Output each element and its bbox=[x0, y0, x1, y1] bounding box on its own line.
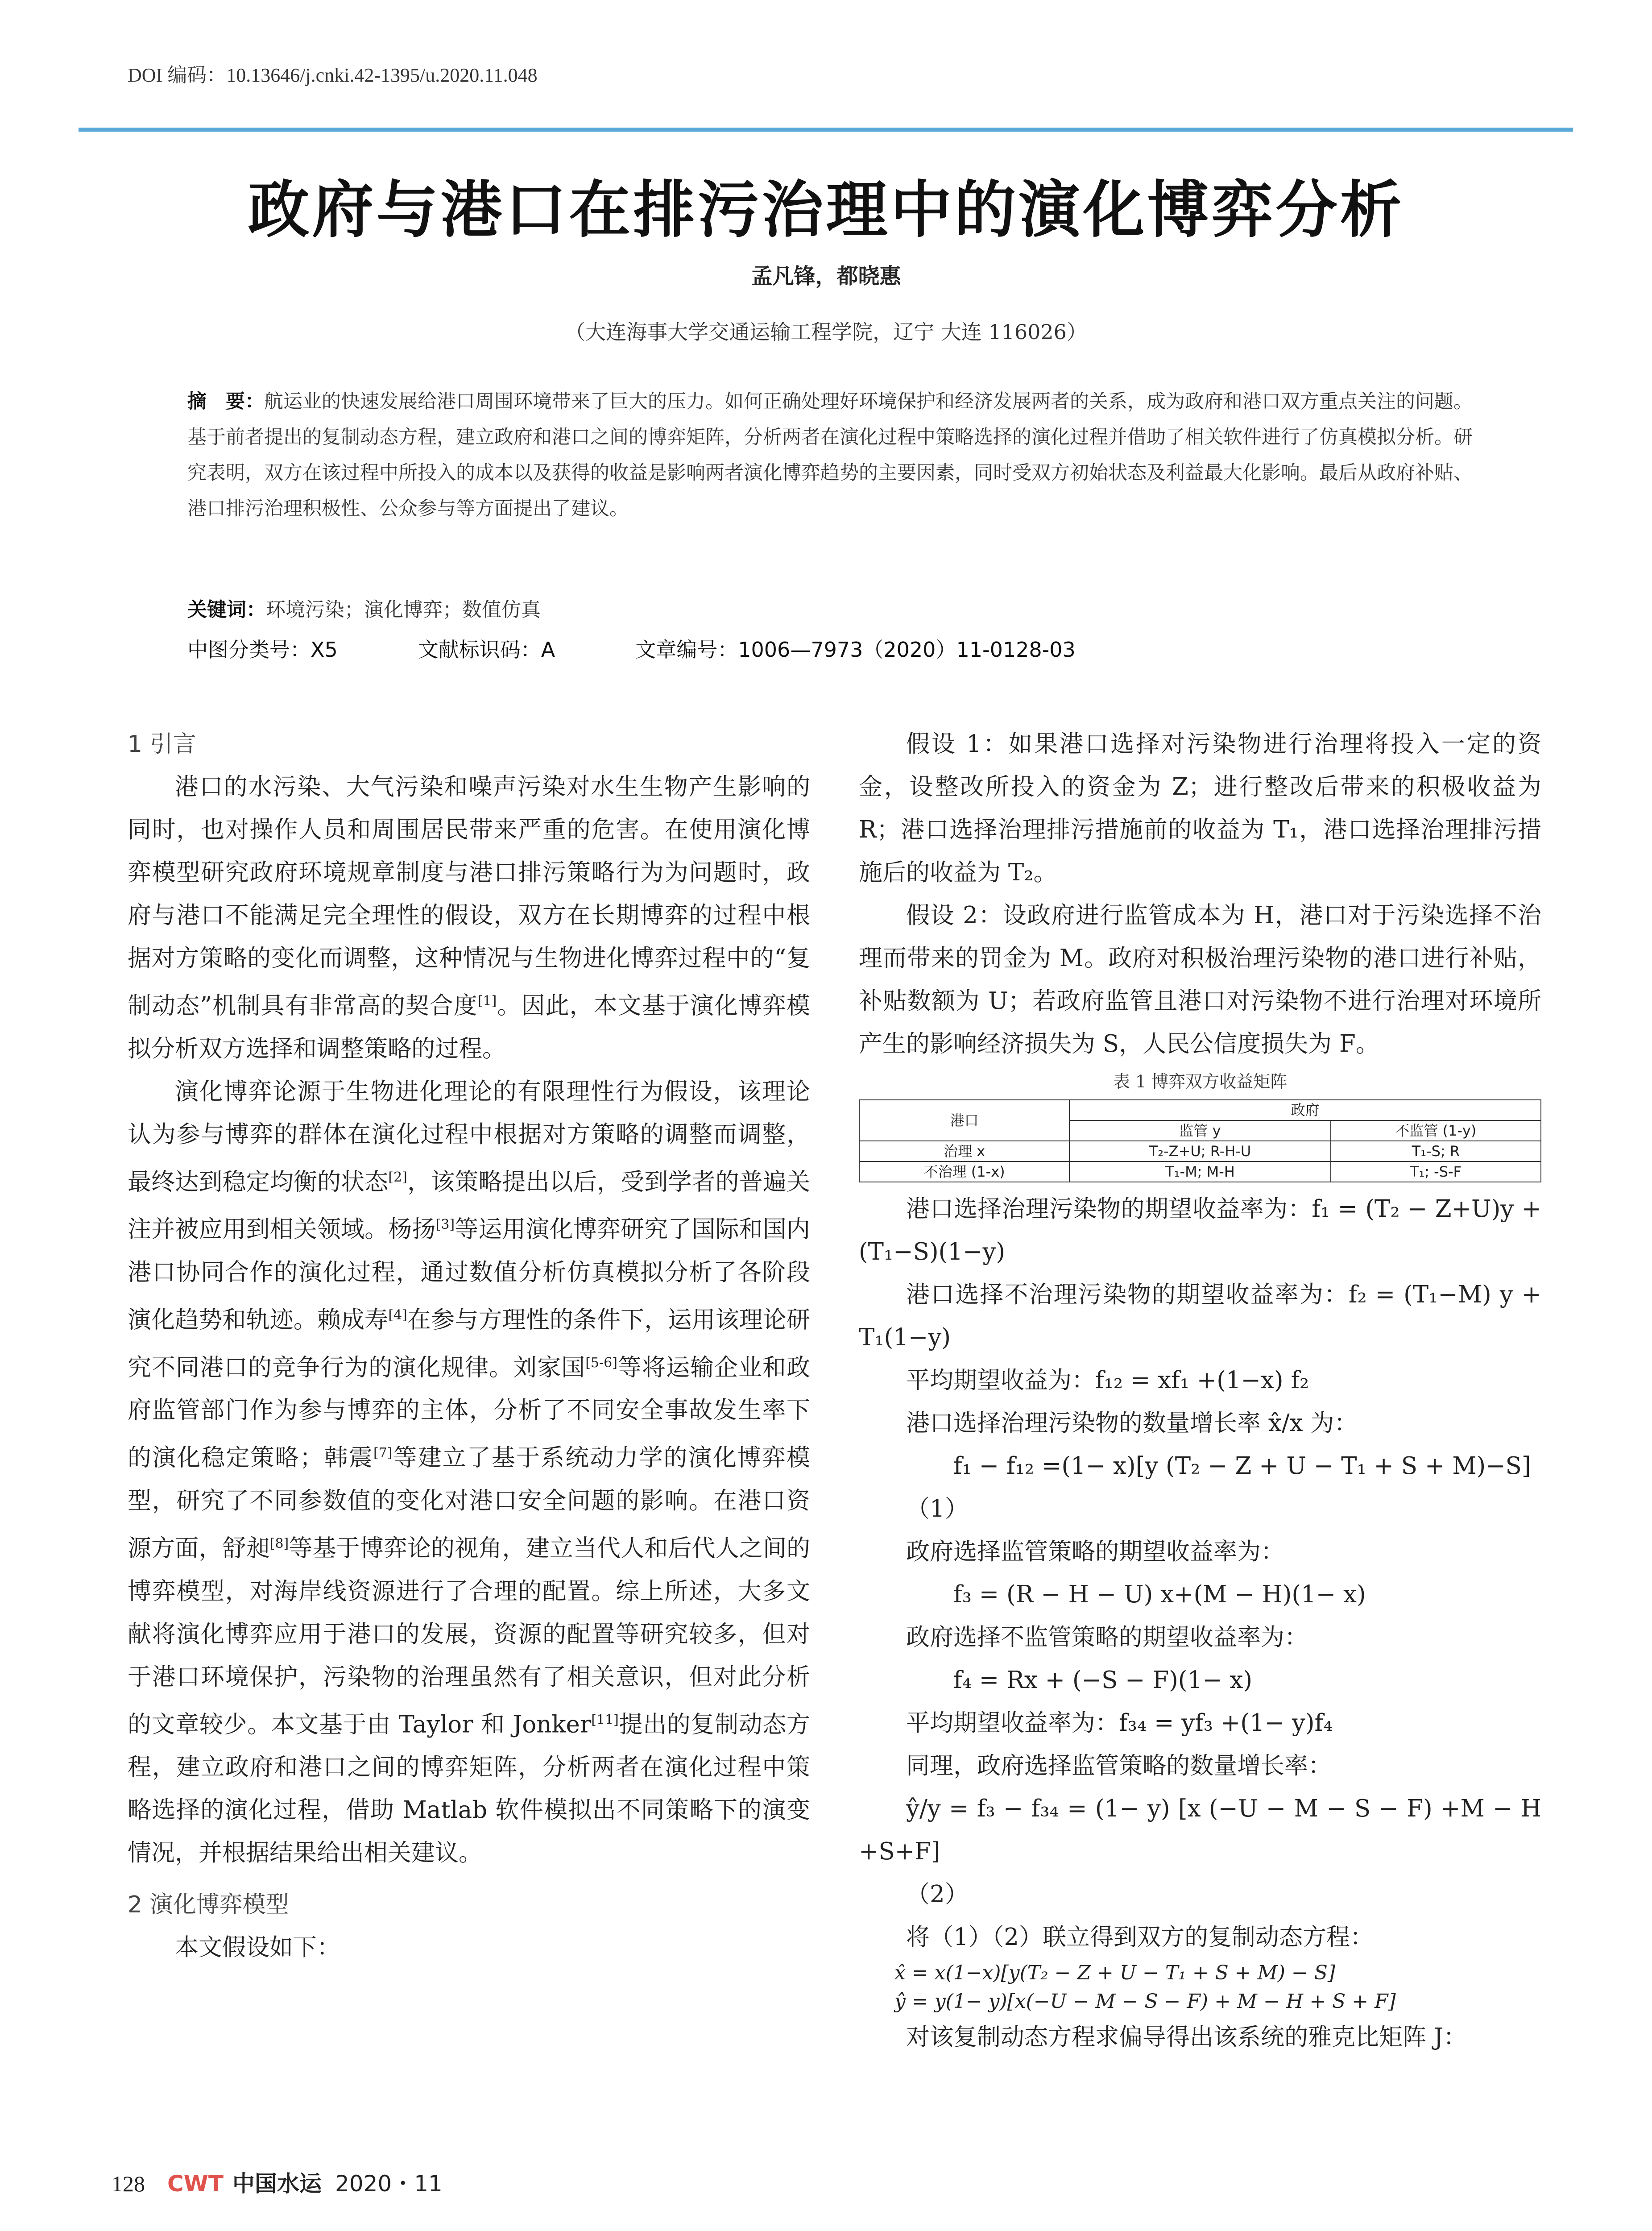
equation-text: 将（1）（2）联立得到双方的复制动态方程： bbox=[906, 1924, 1374, 1951]
right-column bbox=[859, 723, 1541, 2059]
affiliation: （大连海事大学交通运输工程学院，辽宁 大连 116026） bbox=[565, 320, 1087, 344]
table-cell: T₁-S; R bbox=[1331, 1141, 1541, 1161]
table-header-gov: 政府 bbox=[1069, 1100, 1541, 1120]
equation-2: ŷ/y = f₃ − f₃₄ = (1− y) [x (−U − M − S − F) +M − H +S+F] bbox=[859, 1795, 1541, 1865]
classification-line bbox=[187, 634, 1076, 663]
citation: [4] bbox=[388, 1307, 407, 1323]
assumption-1: 假设 1：如果港口选择对污染物进行治理将投入一定的资金，设整改所投入的资金为 Z；进行整改后带来的积极收益为 R；港口选择治理排污措施前的收益为 T₁，港口选择治理排污措施后的收益为 T₂。 bbox=[859, 730, 1541, 886]
paragraph: 港口的水污染、大气污染和噪声污染对水生生物产生影响的同时，也对操作人员和周围居民带来严重的危害。在使用演化博弈模型研究政府环境规章制度与港口排污策略行为为问题时，政府与港口不能满足完全理性的假设，双方在长期博弈的过程中根据对方策略的变化而调整，这种情况与生物进化博弈过程中的“复制动态”机制具有非常高的契合度[1]。因此，本文基于演化博弈模拟分析双方选择和调整策略的过程。 bbox=[128, 773, 810, 1062]
abstract-label: 摘 要： bbox=[187, 390, 264, 413]
keywords-label: 关键词： bbox=[187, 598, 266, 621]
table-row-govern: 治理 x bbox=[859, 1141, 1069, 1161]
journal-logo: CWT bbox=[167, 2171, 224, 2197]
equation-text: 政府选择监管策略的期望收益率为： bbox=[906, 1538, 1284, 1565]
abstract bbox=[187, 384, 1490, 527]
equation-text: 对该复制动态方程求偏导得出该系统的雅克比矩阵 J： bbox=[906, 2024, 1467, 2051]
clc-number: 中图分类号：X5 bbox=[187, 638, 338, 662]
section-heading-model: 2 演化博弈模型 bbox=[128, 1891, 289, 1919]
equation-text: 平均期望收益率为：f₃₄ = yf₃ +(1− y)f₄ bbox=[906, 1709, 1333, 1737]
equation-text: 港口选择治理污染物的期望收益率为：f₁ = (T₂ − Z+U)y + (T₁−S)(1−y) bbox=[859, 1195, 1541, 1265]
paragraph: 演化博弈论源于生物进化理论的有限理性行为假设，该理论认为参与博弈的群体在演化过程中根据对方策略的调整而调整，最终达到稳定均衡的状态[2]，该策略提出以后，受到学者的普遍关注并被应用到相关领域。杨扬[3]等运用演化博弈研究了国际和国内港口协同合作的演化过程，通过数值分析仿真模拟分析了各阶段演化趋势和轨迹。赖成寿[4]在参与方理性的条件下，运用该理论研究不同港口的竞争行为的演化规律。刘家国[5-6]等将运输企业和政府监管部门作为参与博弈的主体，分析了不同安全事故发生率下的演化稳定策略；韩震[7]等建立了基于系统动力学的演化博弈模型，研究了不同参数值的变化对港口安全问题的影响。在港口资源方面，舒昶[8]等基于博弈论的视角，建立当代人和后代人之间的博弈模型，对海岸线资源进行了合理的配置。综上所述，大多文献将演化博弈应用于港口的发展，资源的配置等研究较多，但对于港口环境保护，污染物的治理虽然有了相关意识，但对此分析的文章较少。本文基于由 Taylor 和 Jonker[11]提出的复制动态方程，建立政府和港口之间的博弈矩阵，分析两者在演化过程中策略选择的演化过程，借助 Matlab 软件模拟出不同策略下的演变情况，并根据结果给出相关建议。 bbox=[128, 1078, 811, 1867]
paragraph: 本文假设如下： bbox=[175, 1934, 340, 1961]
equation-1: f₁ − f₁₂ =(1− x)[y (T₂ − Z + U − T₁ + S + M)−S] bbox=[953, 1452, 1531, 1480]
authors: 孟凡锋，都晓惠 bbox=[751, 264, 901, 289]
citation: [3] bbox=[435, 1217, 455, 1233]
journal-name: 中国水运 bbox=[232, 2170, 322, 2197]
assumption-2: 假设 2：设政府进行监管成本为 H，港口对于污染选择不治理而带来的罚金为 M。政府对积极治理污染物的港口进行补贴，补贴数额为 U；若政府监管且港口对污染物不进行治理对环境所产生的影响经济损失为 S，人民公信度损失为 F。 bbox=[859, 902, 1541, 1057]
table-col-no-supervise: 不监管 (1-y) bbox=[1331, 1120, 1541, 1141]
citation: [5-6] bbox=[585, 1355, 617, 1371]
article-number: 文章编号：1006—7973（2020）11-0128-03 bbox=[635, 638, 1076, 662]
page-footer bbox=[112, 2166, 443, 2198]
table-cell: T₁-M; M-H bbox=[1069, 1161, 1330, 1182]
equation: f₄ = Rx + (−S − F)(1− x) bbox=[953, 1667, 1253, 1694]
equation-text: 政府选择不监管策略的期望收益率为： bbox=[906, 1624, 1308, 1651]
system-line: x̂ = x(1−x)[y(T₂ − Z + U − T₁ + S + M) − S] bbox=[894, 1961, 1336, 1984]
document-code: 文献标识码：A bbox=[418, 638, 555, 662]
equation-number: （2） bbox=[906, 1881, 969, 1908]
system-line: ŷ = y(1− y)[x(−U − M − S − F) + M − H + S + F] bbox=[894, 1990, 1396, 2013]
table-cell: T₂-Z+U; R-H-U bbox=[1069, 1141, 1330, 1161]
table-col-supervise: 监管 y bbox=[1069, 1120, 1330, 1141]
citation: [7] bbox=[373, 1445, 393, 1461]
equation-text: 港口选择不治理污染物的期望收益率为：f₂ = (T₁−M) y + T₁(1−y) bbox=[859, 1281, 1541, 1351]
payoff-table bbox=[859, 1099, 1541, 1182]
keywords-text: 环境污染；演化博弈；数值仿真 bbox=[266, 598, 541, 621]
paper-title: 政府与港口在排污治理中的演化博弈分析 bbox=[248, 173, 1404, 246]
page-number: 128 bbox=[112, 2171, 145, 2196]
citation: [2] bbox=[388, 1169, 407, 1185]
equation-text: 平均期望收益为：f₁₂ = xf₁ +(1−x) f₂ bbox=[906, 1367, 1309, 1394]
abstract-text: 航运业的快速发展给港口周围环境带来了巨大的压力。如何正确处理好环境保护和经济发展两者的关系，成为政府和港口双方重点关注的问题。基于前者提出的复制动态方程，建立政府和港口之间的博弈矩阵，分析两者在演化过程中策略选择的演化过程并借助了相关软件进行了仿真模拟分析。研究表明，双方在该过程中所投入的成本以及获得的收益是影响两者演化博弈趋势的主要因素，同时受双方初始状态及利益最大化影响。最后从政府补贴、港口排污治理积极性、公众参与等方面提出了建议。 bbox=[187, 390, 1473, 520]
table-cell: T₁; -S-F bbox=[1331, 1161, 1541, 1182]
issue: 2020・11 bbox=[335, 2171, 443, 2197]
table-corner: 港口 bbox=[859, 1100, 1069, 1141]
table-row-no-govern: 不治理 (1-x) bbox=[859, 1161, 1069, 1182]
keywords bbox=[187, 593, 541, 622]
citation: [11] bbox=[591, 1712, 619, 1728]
header-rule bbox=[79, 128, 1573, 132]
doi-line: DOI 编码：10.13646/j.cnki.42-1395/u.2020.11.048 bbox=[128, 64, 538, 86]
section-heading-intro: 1 引言 bbox=[128, 731, 196, 758]
equation: f₃ = (R − H − U) x+(M − H)(1− x) bbox=[953, 1581, 1366, 1608]
replicator-system bbox=[859, 1959, 1541, 2016]
table-caption: 表 1 博弈双方收益矩阵 bbox=[1113, 1072, 1288, 1091]
citation: [1] bbox=[477, 993, 497, 1009]
citation: [8] bbox=[269, 1535, 289, 1551]
equation-text: 同理，政府选择监管策略的数量增长率： bbox=[906, 1752, 1332, 1779]
equation-text: 港口选择治理污染物的数量增长率 x̂/x 为： bbox=[906, 1410, 1358, 1437]
equation-number: （1） bbox=[906, 1495, 969, 1522]
left-column bbox=[128, 723, 810, 1969]
